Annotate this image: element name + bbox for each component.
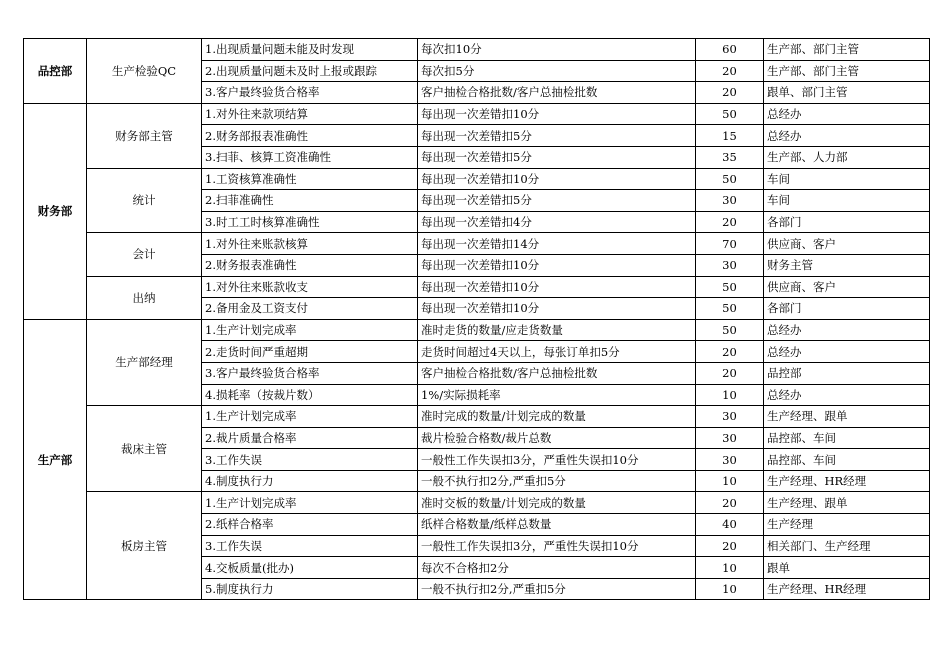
weight-score-cell: 30 [696,427,764,449]
weight-score-cell: 50 [696,276,764,298]
weight-score-cell: 30 [696,406,764,428]
kpi-item-cell: 2.出现质量问题未及时上报或跟踪 [202,60,418,82]
evaluator-cell: 车间 [764,168,930,190]
evaluator-cell: 总经办 [764,341,930,363]
position-cell: 会计 [87,233,202,276]
scoring-standard-cell: 准时完成的数量/计划完成的数量 [418,406,696,428]
kpi-item-cell: 2.走货时间严重超期 [202,341,418,363]
weight-score-cell: 50 [696,298,764,320]
position-cell: 裁床主管 [87,406,202,492]
scoring-standard-cell: 纸样合格数量/纸样总数量 [418,514,696,536]
evaluator-cell: 生产经理、HR经理 [764,578,930,600]
weight-score-cell: 50 [696,103,764,125]
evaluator-cell: 跟单 [764,557,930,579]
scoring-standard-cell: 准时走货的数量/应走货数量 [418,319,696,341]
kpi-item-cell: 4.损耗率（按裁片数） [202,384,418,406]
evaluator-cell: 供应商、客户 [764,233,930,255]
table-row [24,233,930,255]
weight-score-cell: 20 [696,362,764,384]
evaluator-cell: 各部门 [764,298,930,320]
scoring-standard-cell: 每出现一次差错扣14分 [418,233,696,255]
evaluator-cell: 品控部、车间 [764,427,930,449]
evaluator-cell: 总经办 [764,103,930,125]
evaluator-cell: 总经办 [764,125,930,147]
evaluator-cell: 跟单、部门主管 [764,82,930,104]
kpi-item-cell: 3.客户最终验货合格率 [202,82,418,104]
weight-score-cell: 20 [696,492,764,514]
department-cell: 品控部 [24,39,87,104]
scoring-standard-cell: 客户抽检合格批数/客户总抽检批数 [418,362,696,384]
evaluator-cell: 各部门 [764,211,930,233]
kpi-item-cell: 2.财务部报表准确性 [202,125,418,147]
kpi-item-cell: 5.制度执行力 [202,578,418,600]
weight-score-cell: 20 [696,535,764,557]
weight-score-cell: 10 [696,578,764,600]
scoring-standard-cell: 裁片检验合格数/裁片总数 [418,427,696,449]
evaluator-cell: 生产经理、跟单 [764,492,930,514]
scoring-standard-cell: 每出现一次差错扣4分 [418,211,696,233]
kpi-item-cell: 2.财务报表准确性 [202,254,418,276]
kpi-table [23,38,930,600]
evaluator-cell: 品控部 [764,362,930,384]
position-cell: 生产部经理 [87,319,202,405]
evaluator-cell: 车间 [764,190,930,212]
weight-score-cell: 20 [696,211,764,233]
evaluator-cell: 相关部门、生产经理 [764,535,930,557]
kpi-item-cell: 1.对外往来款项结算 [202,103,418,125]
weight-score-cell: 50 [696,168,764,190]
weight-score-cell: 40 [696,514,764,536]
evaluator-cell: 总经办 [764,319,930,341]
kpi-item-cell: 1.工资核算准确性 [202,168,418,190]
table-row [24,39,930,61]
kpi-item-cell: 1.生产计划完成率 [202,492,418,514]
weight-score-cell: 70 [696,233,764,255]
weight-score-cell: 10 [696,470,764,492]
evaluator-cell: 生产部、部门主管 [764,60,930,82]
kpi-item-cell: 1.对外往来账款核算 [202,233,418,255]
scoring-standard-cell: 每出现一次差错扣10分 [418,103,696,125]
weight-score-cell: 10 [696,384,764,406]
kpi-item-cell: 4.制度执行力 [202,470,418,492]
kpi-item-cell: 2.裁片质量合格率 [202,427,418,449]
evaluator-cell: 供应商、客户 [764,276,930,298]
weight-score-cell: 30 [696,449,764,471]
weight-score-cell: 20 [696,341,764,363]
kpi-item-cell: 3.客户最终验货合格率 [202,362,418,384]
kpi-item-cell: 1.生产计划完成率 [202,406,418,428]
table-row [24,103,930,125]
kpi-table-body [24,39,930,600]
weight-score-cell: 20 [696,60,764,82]
kpi-item-cell: 2.备用金及工资支付 [202,298,418,320]
kpi-item-cell: 2.纸样合格率 [202,514,418,536]
table-row [24,319,930,341]
weight-score-cell: 30 [696,190,764,212]
scoring-standard-cell: 每次扣10分 [418,39,696,61]
scoring-standard-cell: 每出现一次差错扣10分 [418,168,696,190]
scoring-standard-cell: 走货时间超过4天以上，每张订单扣5分 [418,341,696,363]
weight-score-cell: 50 [696,319,764,341]
position-cell: 统计 [87,168,202,233]
evaluator-cell: 生产经理 [764,514,930,536]
position-cell: 出纳 [87,276,202,319]
scoring-standard-cell: 每出现一次差错扣10分 [418,254,696,276]
scoring-standard-cell: 一般性工作失误扣3分，严重性失误扣10分 [418,535,696,557]
weight-score-cell: 35 [696,146,764,168]
scoring-standard-cell: 每出现一次差错扣10分 [418,298,696,320]
scoring-standard-cell: 每出现一次差错扣5分 [418,190,696,212]
evaluator-cell: 生产部、人力部 [764,146,930,168]
position-cell: 财务部主管 [87,103,202,168]
kpi-item-cell: 3.工作失误 [202,449,418,471]
weight-score-cell: 10 [696,557,764,579]
evaluator-cell: 生产经理、HR经理 [764,470,930,492]
weight-score-cell: 30 [696,254,764,276]
kpi-item-cell: 3.时工工时核算准确性 [202,211,418,233]
evaluator-cell: 总经办 [764,384,930,406]
weight-score-cell: 20 [696,82,764,104]
scoring-standard-cell: 每次不合格扣2分 [418,557,696,579]
evaluator-cell: 生产部、部门主管 [764,39,930,61]
kpi-item-cell: 3.工作失误 [202,535,418,557]
kpi-item-cell: 3.扫菲、核算工资准确性 [202,146,418,168]
position-cell: 板房主管 [87,492,202,600]
kpi-item-cell: 2.扫菲准确性 [202,190,418,212]
table-row [24,406,930,428]
scoring-standard-cell: 每出现一次差错扣10分 [418,276,696,298]
scoring-standard-cell: 客户抽检合格批数/客户总抽检批数 [418,82,696,104]
evaluator-cell: 品控部、车间 [764,449,930,471]
scoring-standard-cell: 1%/实际损耗率 [418,384,696,406]
scoring-standard-cell: 每出现一次差错扣5分 [418,125,696,147]
weight-score-cell: 15 [696,125,764,147]
department-cell: 财务部 [24,103,87,319]
evaluator-cell: 生产经理、跟单 [764,406,930,428]
table-row [24,492,930,514]
scoring-standard-cell: 每次扣5分 [418,60,696,82]
scoring-standard-cell: 一般性工作失误扣3分，严重性失误扣10分 [418,449,696,471]
kpi-item-cell: 1.对外往来账款收支 [202,276,418,298]
scoring-standard-cell: 一般不执行扣2分,严重扣5分 [418,470,696,492]
weight-score-cell: 60 [696,39,764,61]
kpi-item-cell: 1.生产计划完成率 [202,319,418,341]
position-cell: 生产检验QC [87,39,202,104]
kpi-item-cell: 4.交板质量(批办) [202,557,418,579]
table-row [24,168,930,190]
scoring-standard-cell: 准时交板的数量/计划完成的数量 [418,492,696,514]
department-cell: 生产部 [24,319,87,600]
table-row [24,276,930,298]
evaluator-cell: 财务主管 [764,254,930,276]
kpi-item-cell: 1.出现质量问题未能及时发现 [202,39,418,61]
scoring-standard-cell: 一般不执行扣2分,严重扣5分 [418,578,696,600]
scoring-standard-cell: 每出现一次差错扣5分 [418,146,696,168]
